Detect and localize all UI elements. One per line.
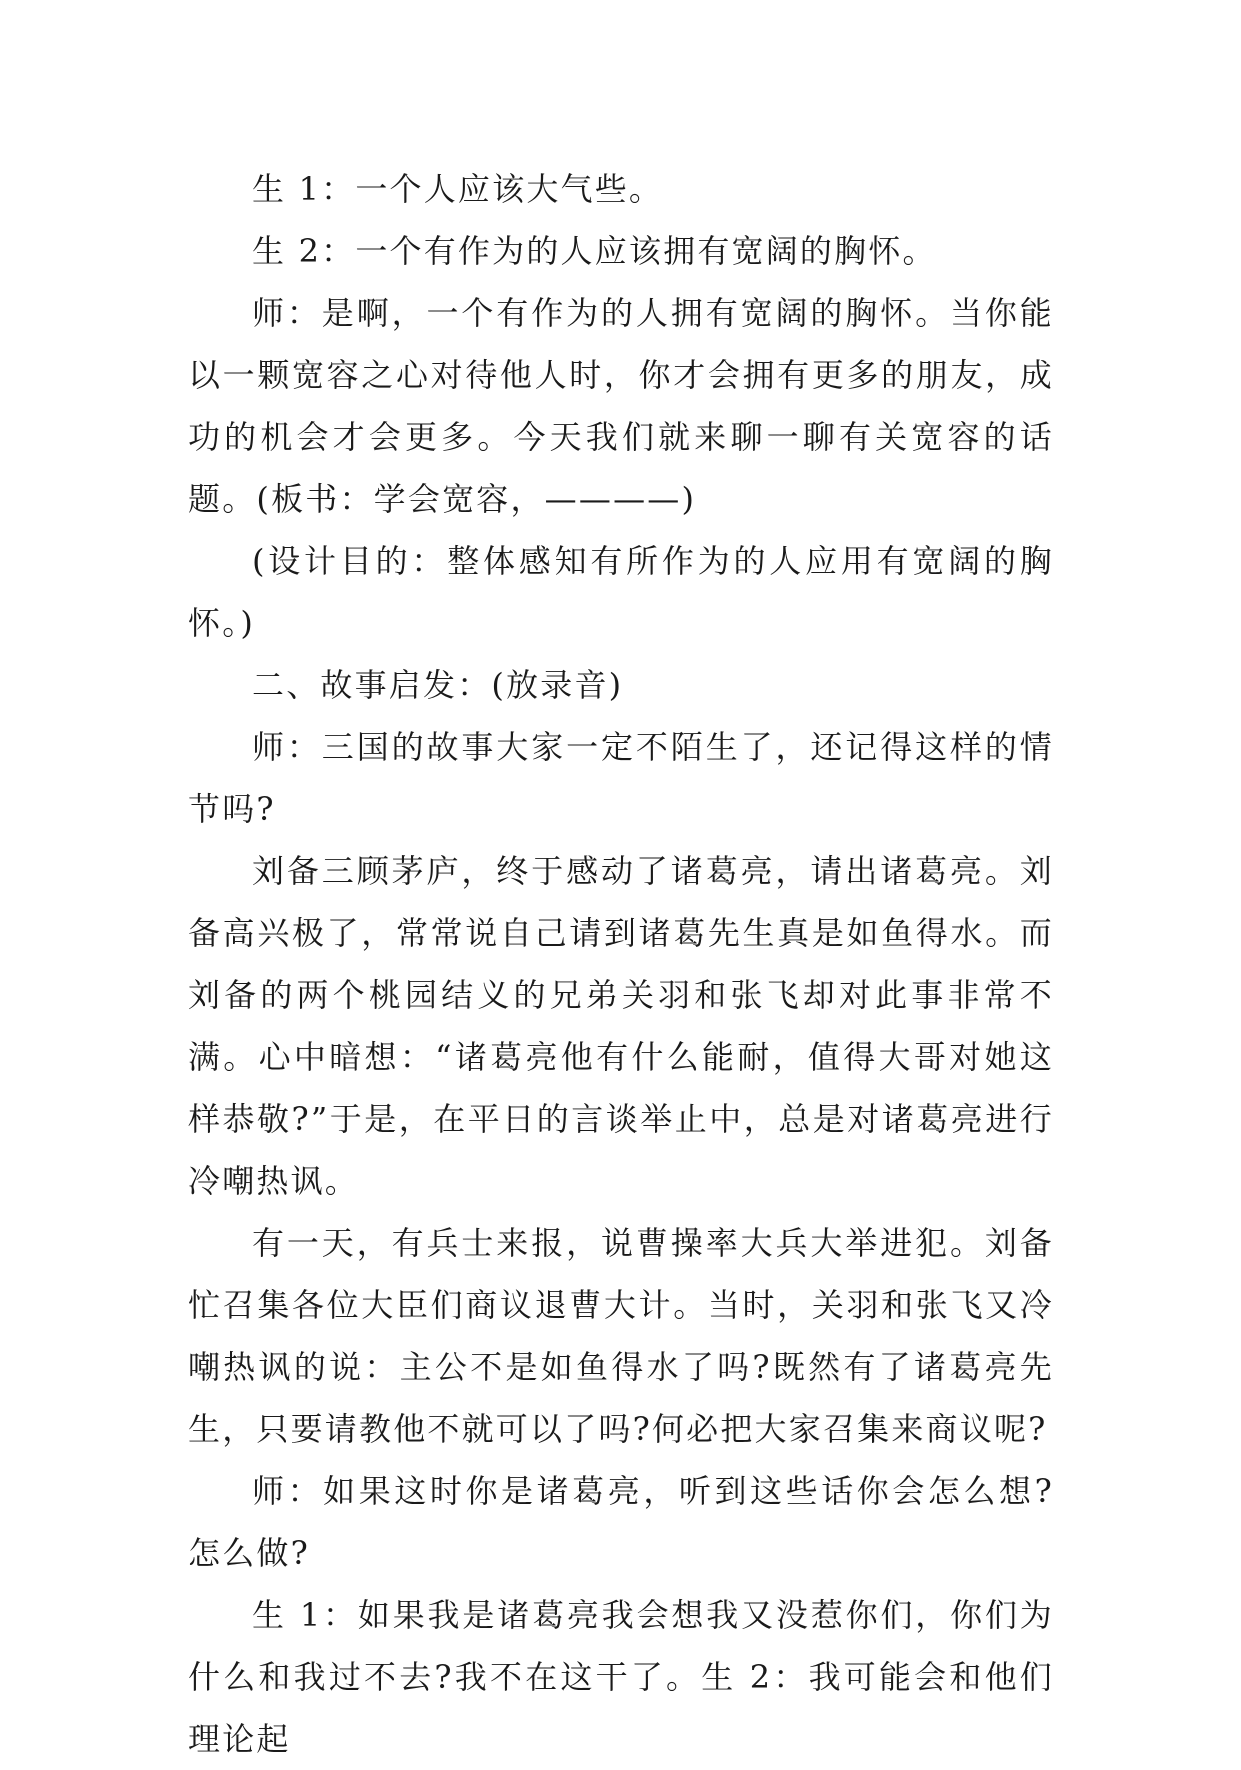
paragraph-design-purpose: (设计目的：整体感知有所作为的人应用有宽阔的胸怀。)	[188, 542, 1054, 642]
paragraph-teacher-question: 师：三国的故事大家一定不陌生了，还记得这样的情节吗?	[188, 728, 1054, 828]
paragraph-teacher-intro: 师：是啊，一个有作为的人拥有宽阔的胸怀。当你能以一颗宽容之心对待他人时，你才会拥有更多的朋友，成功的机会才会更多。今天我们就来聊一聊有关宽容的话题。(板书：学会宽容，————)	[188, 294, 1054, 518]
paragraph-student1-answer: 生 1：一个人应该大气些。	[252, 170, 664, 208]
paragraph-story-part1: 刘备三顾茅庐，终于感动了诸葛亮，请出诸葛亮。刘备高兴极了，常常说自己请到诸葛先生真是如鱼得水。而刘备的两个桃园结义的兄弟关羽和张飞却对此事非常不满。心中暗想：“诸葛亮他有什么能耐，值得大哥对她这样恭敬?”于是，在平日的言谈举止中，总是对诸葛亮进行冷嘲热讽。	[188, 852, 1054, 1200]
paragraph-student2-answer: 生 2：一个有作为的人应该拥有宽阔的胸怀。	[252, 232, 937, 270]
paragraph-story-part2: 有一天，有兵士来报，说曹操率大兵大举进犯。刘备忙召集各位大臣们商议退曹大计。当时，关羽和张飞又冷嘲热讽的说：主公不是如鱼得水了吗?既然有了诸葛亮先生，只要请教他不就可以了吗?何必把大家召集来商议呢?	[188, 1224, 1054, 1448]
paragraph-student-responses: 生 1：如果我是诸葛亮我会想我又没惹你们，你们为什么和我过不去?我不在这干了。生 2：我可能会和他们理论起	[188, 1596, 1054, 1758]
document-body	[188, 158, 1054, 1770]
section-heading-story: 二、故事启发：(放录音)	[252, 666, 624, 704]
paragraph-teacher-prompt: 师：如果这时你是诸葛亮，听到这些话你会怎么想?怎么做?	[188, 1472, 1054, 1572]
